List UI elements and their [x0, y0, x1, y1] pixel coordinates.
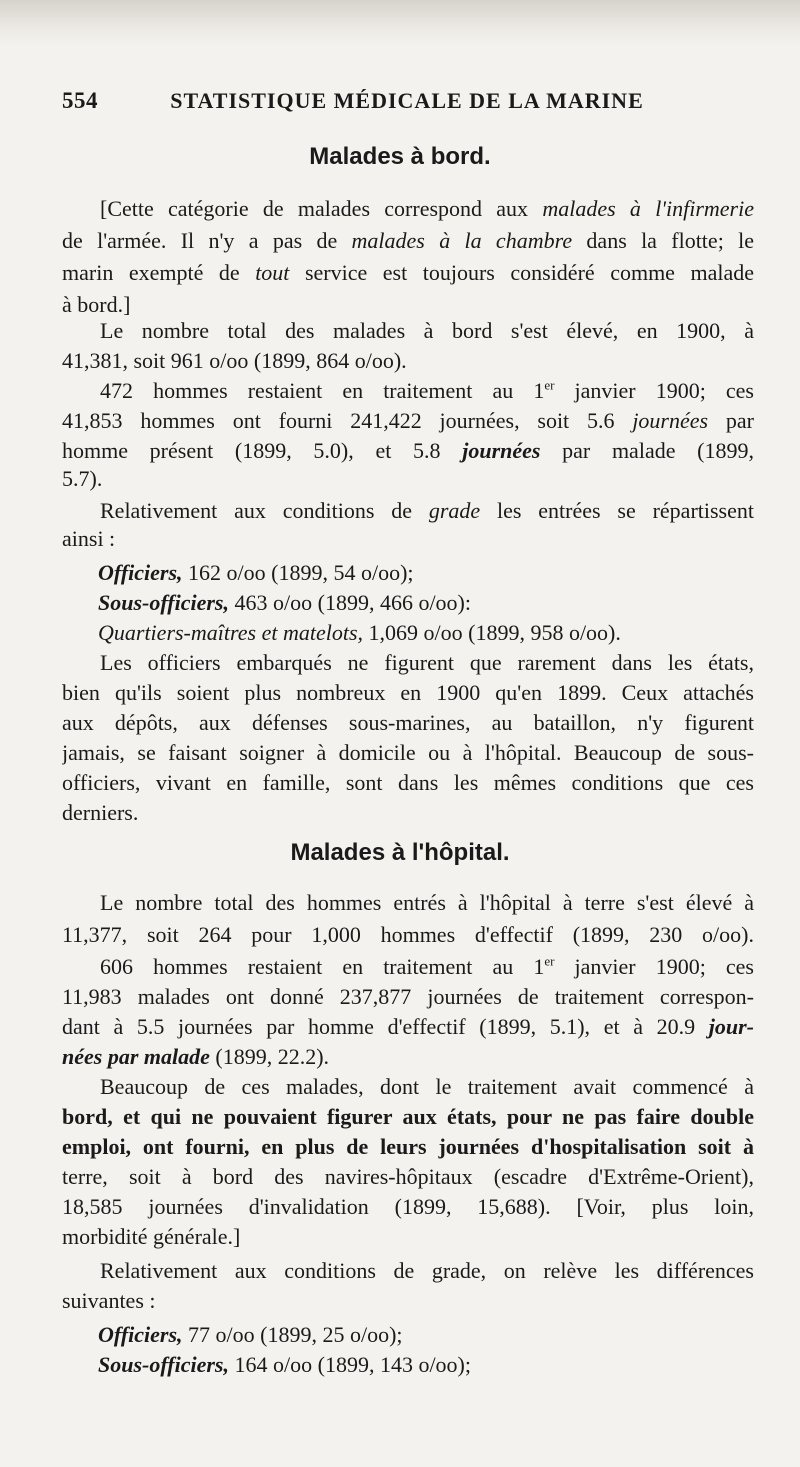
text-line: 11,377, soit 264 pour 1,000 hommes d'effectif (1899, 230 o/oo).	[62, 922, 754, 947]
text-line: nées par malade (1899, 22.2).	[62, 1044, 330, 1069]
rank-line-sous-officiers: Sous-officiers, 463 o/oo (1899, 466 o/oo):	[98, 590, 471, 615]
text-line: 41,853 hommes ont fourni 241,422 journées, soit 5.6 journées par	[62, 408, 754, 433]
text-line: Relativement aux conditions de grade, on relève les différences	[100, 1258, 754, 1283]
text-line: homme présent (1899, 5.0), et 5.8 journées par malade (1899,	[62, 438, 754, 463]
text-line: 11,983 malades ont donné 237,877 journées de traitement correspon-	[62, 984, 754, 1009]
text-line: Les officiers embarqués ne figurent que rarement dans les états,	[100, 650, 754, 675]
text-line: 606 hommes restaient en traitement au 1er janvier 1900; ces	[100, 953, 754, 979]
text-line: 472 hommes restaient en traitement au 1er janvier 1900; ces	[100, 377, 754, 403]
text-line: suivantes :	[62, 1288, 156, 1313]
text-line: Le nombre total des hommes entrés à l'hôpital à terre s'est élevé à	[100, 890, 754, 915]
rank-line-matelots: Quartiers-maîtres et matelots, 1,069 o/oo (1899, 958 o/oo).	[98, 620, 621, 645]
section-title-bord: Malades à bord.	[309, 143, 491, 170]
text-line: Le nombre total des malades à bord s'est élevé, en 1900, à	[100, 318, 754, 343]
text-line: derniers.	[62, 800, 139, 825]
text-line: dant à 5.5 journées par homme d'effectif (1899, 5.1), et à 20.9 jour-	[62, 1014, 754, 1039]
text-line: morbidité générale.]	[62, 1224, 241, 1249]
text-line: marin exempté de tout service est toujours considéré comme malade	[62, 260, 754, 285]
text-line: de l'armée. Il n'y a pas de malades à la chambre dans la flotte; le	[62, 228, 754, 253]
running-title: STATISTIQUE MÉDICALE DE LA MARINE	[170, 88, 644, 113]
scan-top-edge	[0, 0, 800, 46]
section-title-hopital: Malades à l'hôpital.	[290, 839, 510, 866]
text-line: Relativement aux conditions de grade les entrées se répartissent	[100, 498, 754, 523]
text-line: ainsi :	[62, 526, 116, 551]
text-line: Beaucoup de ces malades, dont le traitement avait commencé à	[100, 1074, 754, 1099]
rank-line-officiers-hopital: Officiers, 77 o/oo (1899, 25 o/oo);	[98, 1322, 403, 1347]
rank-line-sous-officiers-hopital: Sous-officiers, 164 o/oo (1899, 143 o/oo);	[98, 1352, 471, 1377]
page-number: 554	[62, 88, 98, 113]
rank-line-officiers: Officiers, 162 o/oo (1899, 54 o/oo);	[98, 560, 414, 585]
text-line: aux dépôts, aux défenses sous-marines, au bataillon, n'y figurent	[62, 710, 754, 735]
text-line: bien qu'ils soient plus nombreux en 1900 qu'en 1899. Ceux attachés	[62, 680, 754, 705]
text-line: bord, et qui ne pouvaient figurer aux états, pour ne pas faire double	[62, 1104, 754, 1129]
text-line: [Cette catégorie de malades correspond aux malades à l'infirmerie	[100, 196, 754, 221]
text-line: emploi, ont fourni, en plus de leurs journées d'hospitalisation soit à	[62, 1134, 754, 1159]
running-head	[62, 88, 752, 120]
text-line: jamais, se faisant soigner à domicile ou à l'hôpital. Beaucoup de sous-	[62, 740, 754, 765]
text-line: 5.7).	[62, 466, 103, 491]
text-line: terre, soit à bord des navires-hôpitaux (escadre d'Extrême-Orient),	[62, 1164, 754, 1189]
text-line: 41,381, soit 961 o/oo (1899, 864 o/oo).	[62, 348, 407, 373]
text-line: officiers, vivant en famille, sont dans les mêmes conditions que ces	[62, 770, 754, 795]
text-line: à bord.]	[62, 292, 131, 317]
text-line: 18,585 journées d'invalidation (1899, 15,688). [Voir, plus loin,	[62, 1194, 754, 1219]
